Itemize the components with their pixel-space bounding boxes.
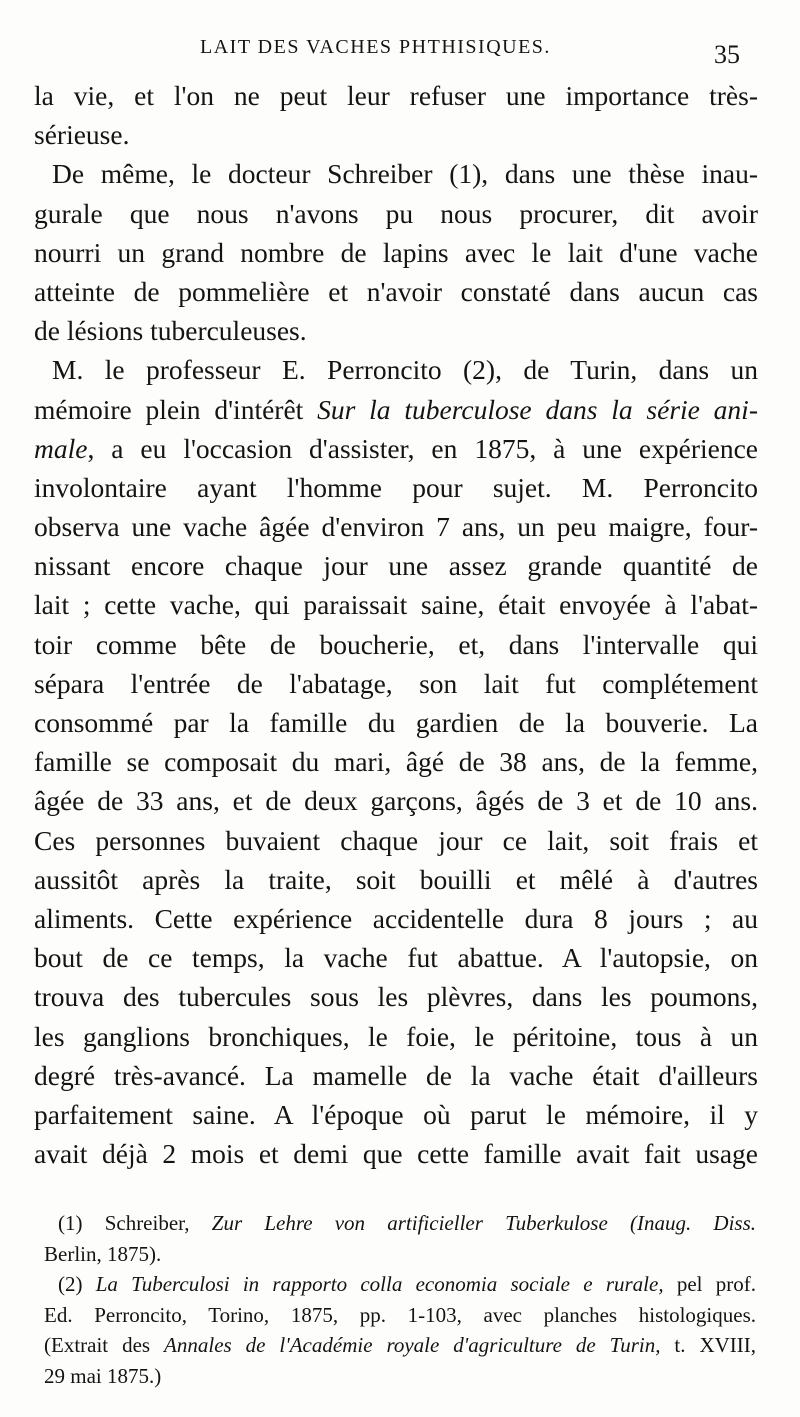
- page-header: [30, 36, 740, 76]
- text-line: De même, le docteur Schreiber (1), dans une thèse inau-: [52, 158, 758, 190]
- text-line: trouva des tubercules sous les plèvres, dans les poumons,: [34, 981, 758, 1013]
- footnote-text: (Extrait des: [44, 1333, 165, 1357]
- text-line: [34, 429, 758, 468]
- footnote-title-italic: Zur Lehre von artificieller Tuberkulose (Inaug. Diss.: [211, 1211, 757, 1235]
- text-line: degré très-avancé. La mamelle de la vache était d'ailleurs: [34, 1059, 758, 1091]
- text-line: les ganglions bronchiques, le foie, le péritoine, tous à un: [34, 1020, 758, 1052]
- footnote-title-italic: La Tuberculosi in rapporto colla economia sociale e rurale,: [95, 1272, 664, 1296]
- footnote-2-cont: [44, 1330, 756, 1361]
- footnote-1-cont: Berlin, 1875).: [44, 1241, 162, 1266]
- text-line: gurale que nous n'avons pu nous procurer, dit avoir: [34, 197, 758, 229]
- text-line: famille se composait du mari, âgé de 38 ans, de la femme,: [34, 746, 758, 778]
- page-number: 35: [714, 40, 740, 69]
- text-line: [34, 390, 758, 429]
- text-line: sépara l'entrée de l'abatage, son lait fut complétement: [34, 667, 758, 699]
- footnote-text: t. XVIII,: [660, 1333, 757, 1357]
- memoir-title-italic: Sur la tuberculose dans la série ani-: [317, 393, 758, 425]
- text-line: M. le professeur E. Perroncito (2), de Turin, dans un: [52, 354, 758, 386]
- footnote-1: [44, 1208, 756, 1239]
- footnote-title-italic: Annales de l'Académie royale d'agriculture de Turin,: [164, 1333, 661, 1357]
- text-run: mémoire plein d'intérêt: [34, 393, 318, 425]
- text-line: sérieuse.: [34, 119, 130, 151]
- text-line: nissant encore chaque jour une assez grande quantité de: [34, 550, 758, 582]
- text-line: atteinte de pommelière et n'avoir constaté dans aucun cas: [34, 275, 758, 307]
- footnote-2-cont: 29 mai 1875.): [44, 1363, 162, 1388]
- text-line: lait ; cette vache, qui paraissait saine, était envoyée à l'abat-: [34, 589, 758, 621]
- memoir-title-italic-end: male: [34, 432, 88, 464]
- footnote-2-cont: Ed. Perroncito, Torino, 1875, pp. 1-103, avec planches histologiques.: [44, 1302, 756, 1327]
- text-line: de lésions tuberculeuses.: [34, 315, 307, 347]
- text-line: nourri un grand nombre de lapins avec le lait d'une vache: [34, 236, 758, 268]
- text-line: aussitôt après la traite, soit bouilli et mêlé à d'autres: [34, 863, 758, 895]
- text-line: parfaitement saine. A l'époque où parut le mémoire, il y: [34, 1098, 758, 1130]
- text-line: involontaire ayant l'homme pour sujet. M. Perroncito: [34, 471, 758, 503]
- text-line: avait déjà 2 mois et demi que cette famille avait fait usage: [34, 1138, 758, 1170]
- text-line: observa une vache âgée d'environ 7 ans, un peu maigre, four-: [34, 511, 758, 543]
- footnote-2: [44, 1269, 756, 1300]
- text-line: toir comme bête de boucherie, et, dans l'intervalle qui: [34, 628, 758, 660]
- text-line: consommé par la famille du gardien de la bouverie. La: [34, 707, 758, 738]
- footnote-text: pel prof.: [663, 1272, 756, 1296]
- text-line: la vie, et l'on ne peut leur refuser une importance très-: [34, 80, 758, 111]
- text-run: , a eu l'occasion d'assister, en 1875, à une expérience: [87, 432, 758, 464]
- body-text: [34, 76, 758, 1173]
- text-line: Ces personnes buvaient chaque jour ce lait, soit frais et: [34, 824, 758, 856]
- text-line: âgée de 33 ans, et de deux garçons, âgés de 3 et de 10 ans.: [34, 785, 758, 817]
- running-head: LAIT DES VACHES PHTHISIQUES.: [200, 36, 551, 58]
- footnotes: [44, 1208, 756, 1391]
- text-line: bout de ce temps, la vache fut abattue. A l'autopsie, on: [34, 942, 758, 974]
- footnote-text: (1) Schreiber,: [58, 1211, 212, 1235]
- text-line: aliments. Cette expérience accidentelle dura 8 jours ; au: [34, 902, 758, 934]
- footnote-text: (2): [58, 1272, 96, 1296]
